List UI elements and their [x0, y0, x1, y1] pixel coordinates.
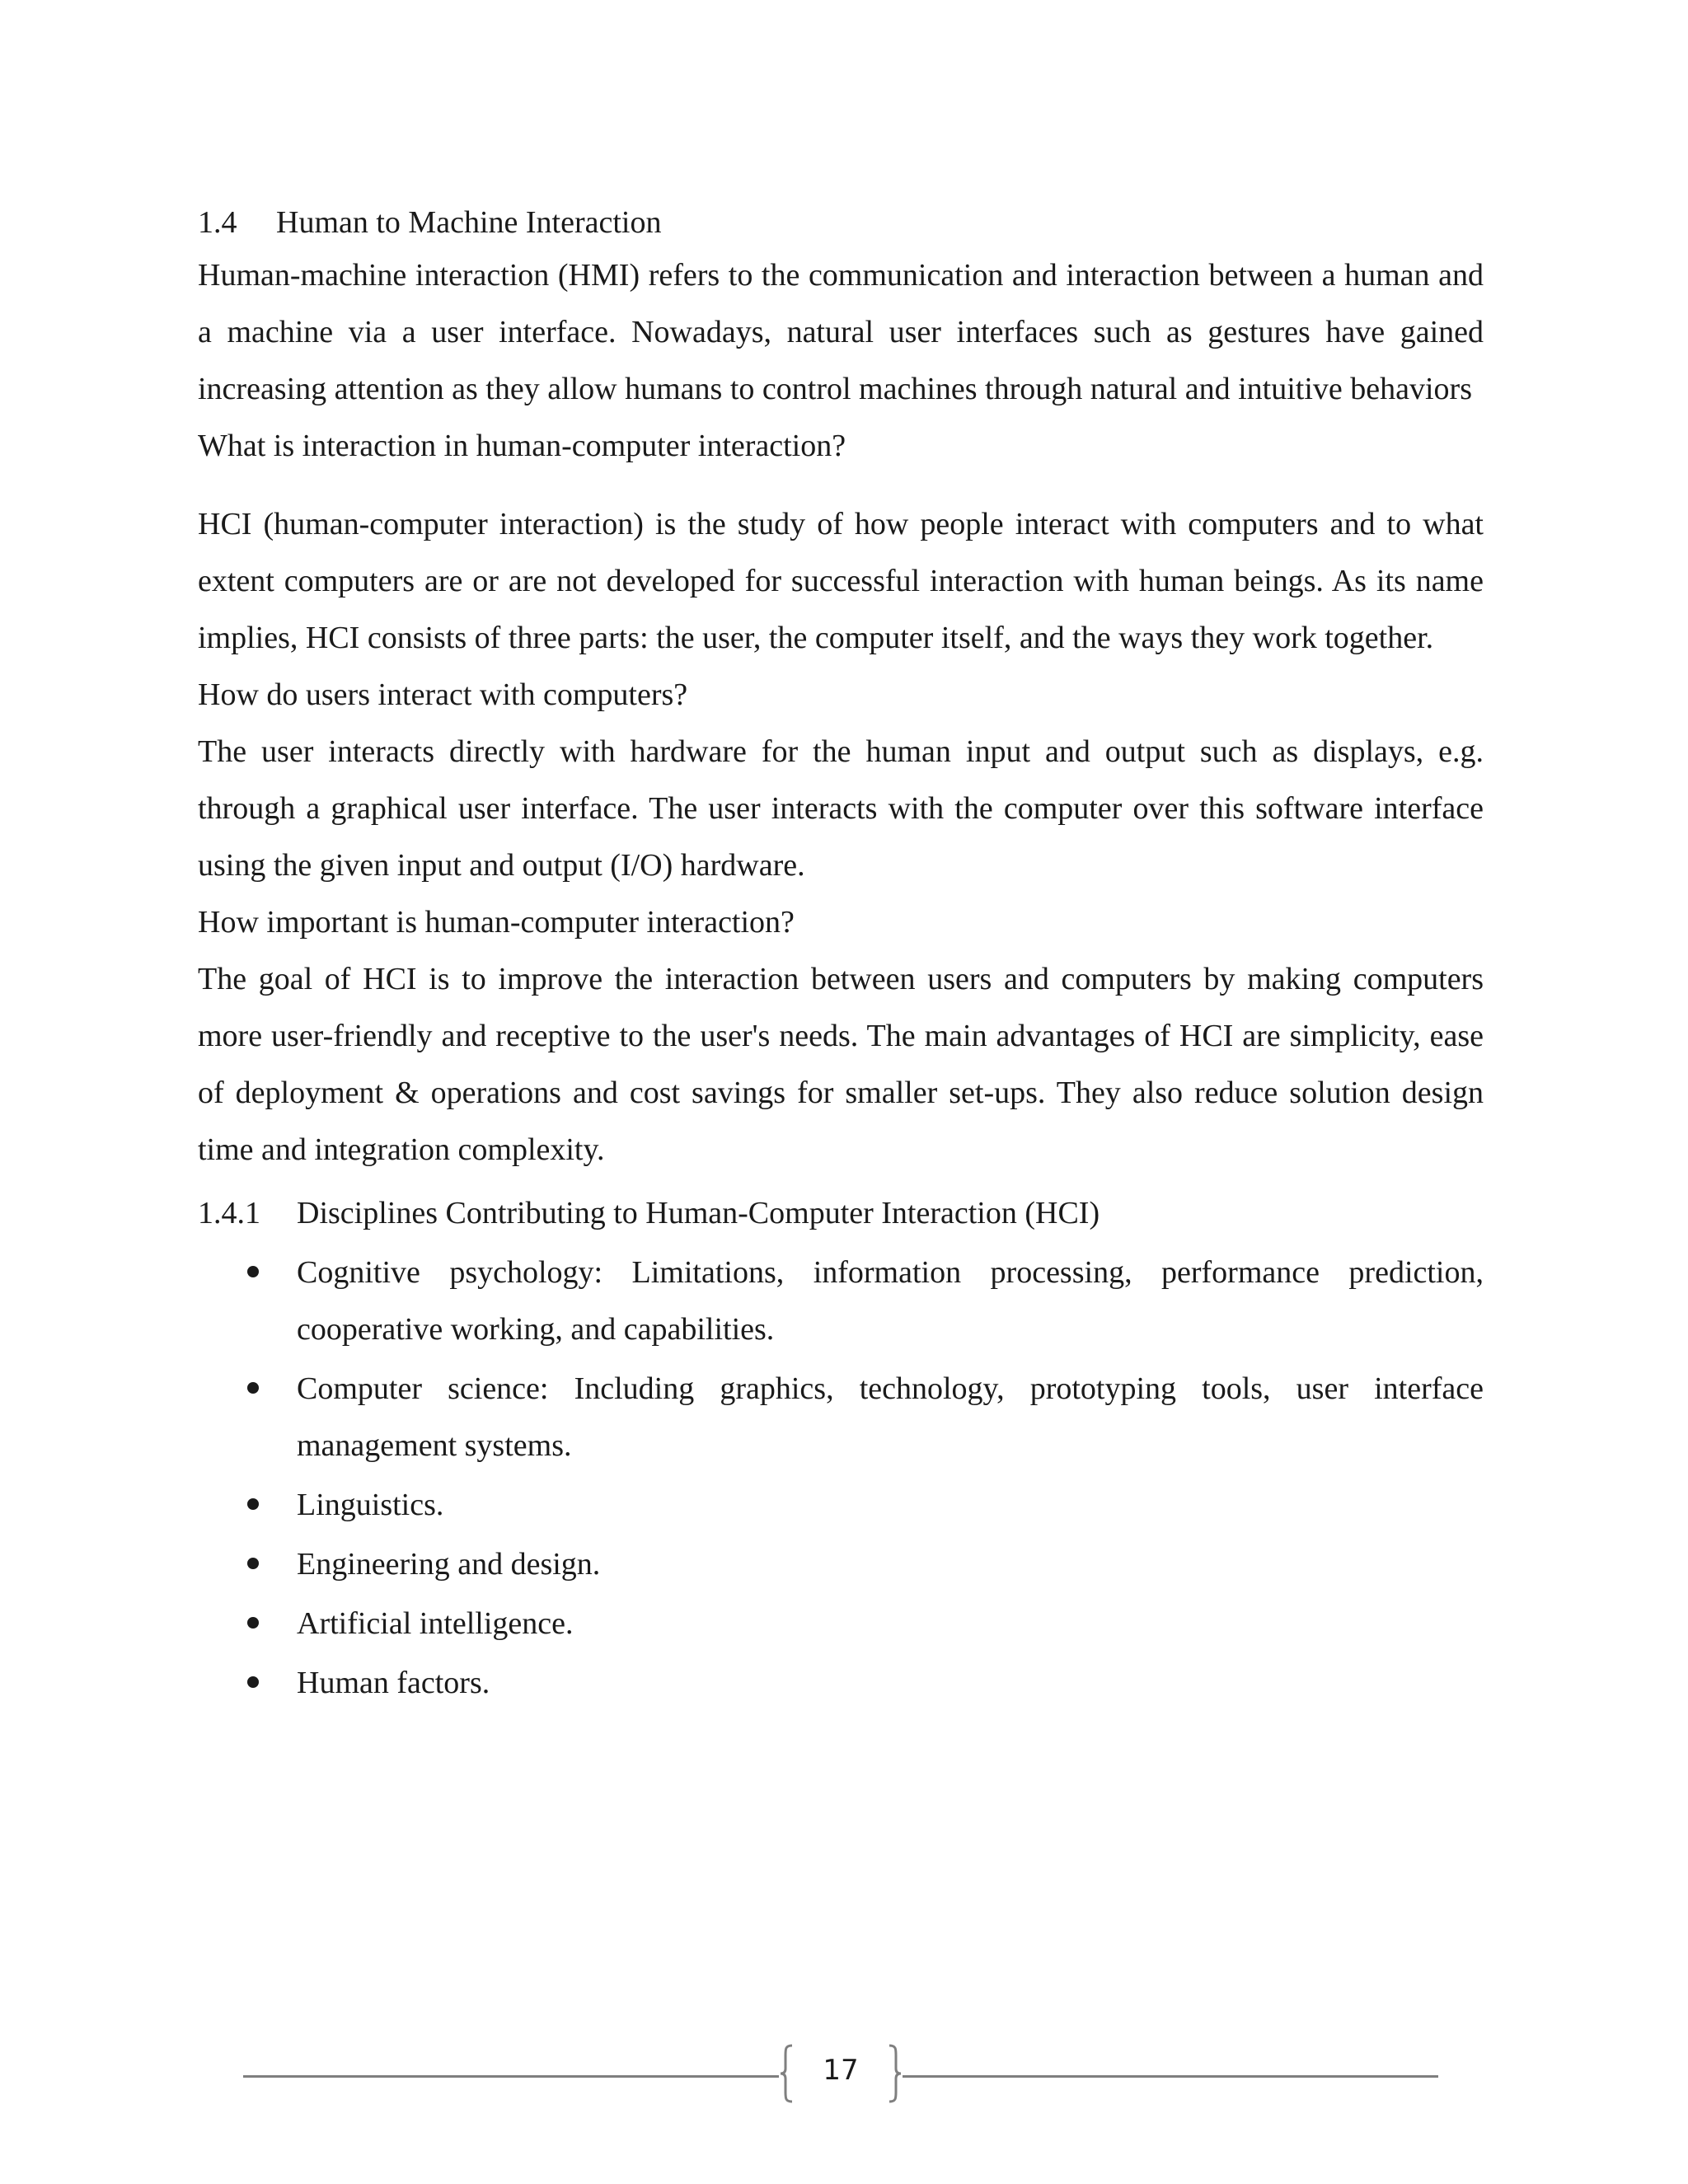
answer-3: The goal of HCI is to improve the interaction between users and computers by making computers more user-friendly and receptive to the user's needs. The main advantages of HCI are simplicity, ease of deployment & operations and cost savings for smaller set-ups. They also reduce solution design time and integration complexity.	[198, 962, 1484, 1167]
question-1: What is interaction in human-computer interaction?	[198, 429, 846, 463]
answer-2: The user interacts directly with hardware for the human input and output such as displays, e.g. through a graphical user interface. The user interacts with the computer over this software interface using the given input and output (I/O) hardware.	[198, 734, 1484, 883]
question-3: How important is human-computer interaction?	[198, 905, 795, 940]
list-item	[198, 1655, 1484, 1712]
bullet-icon	[247, 1382, 259, 1394]
section-number: 1.4	[198, 205, 237, 240]
page-number: 17	[823, 2054, 859, 2087]
subsection-heading	[198, 1183, 1484, 1243]
list-item-text: Engineering and design.	[297, 1547, 601, 1582]
list-item	[198, 1536, 1484, 1593]
list-item	[198, 1596, 1484, 1652]
page-content	[198, 198, 1484, 1714]
left-brace-icon	[779, 2044, 795, 2103]
question-2: How do users interact with computers?	[198, 677, 688, 712]
right-brace-icon	[886, 2044, 903, 2103]
footer-rule-left	[243, 2075, 779, 2078]
bullet-icon	[247, 1617, 259, 1629]
answer-1: HCI (human-computer interaction) is the study of how people interact with computers and to what extent computers are or are not developed for successful interaction with human beings. As its name implies, HCI consists of three parts: the user, the computer itself, and the ways they work together.	[198, 507, 1484, 655]
list-item	[198, 1361, 1484, 1474]
section-title: Human to Machine Interaction	[276, 205, 662, 240]
page-footer	[243, 2044, 1438, 2110]
list-item-text: Artificial intelligence.	[297, 1606, 574, 1641]
list-item-text: Human factors.	[297, 1666, 490, 1700]
list-item	[198, 1477, 1484, 1534]
intro-paragraph: Human-machine interaction (HMI) refers to the communication and interaction between a human and a machine via a user interface. Nowadays, natural user interfaces such as gestures have gained increasing attention as they allow humans to control machines through natural and intuitive behaviors	[198, 258, 1484, 406]
list-item-text: Cognitive psychology: Limitations, information processing, performance prediction, cooperative working, and capabilities.	[297, 1255, 1484, 1347]
list-item-text: Linguistics.	[297, 1488, 444, 1522]
bullet-icon	[247, 1498, 259, 1510]
subsection-number: 1.4.1	[198, 1196, 260, 1230]
footer-rule-right	[903, 2075, 1438, 2078]
disciplines-list	[198, 1244, 1484, 1712]
bullet-icon	[247, 1266, 259, 1277]
section-heading	[198, 198, 1484, 247]
subsection-title: Disciplines Contributing to Human-Computer Interaction (HCI)	[297, 1196, 1100, 1230]
list-item	[198, 1244, 1484, 1358]
bullet-icon	[247, 1558, 259, 1569]
list-item-text: Computer science: Including graphics, technology, prototyping tools, user interface management systems.	[297, 1371, 1484, 1463]
bullet-icon	[247, 1676, 259, 1688]
